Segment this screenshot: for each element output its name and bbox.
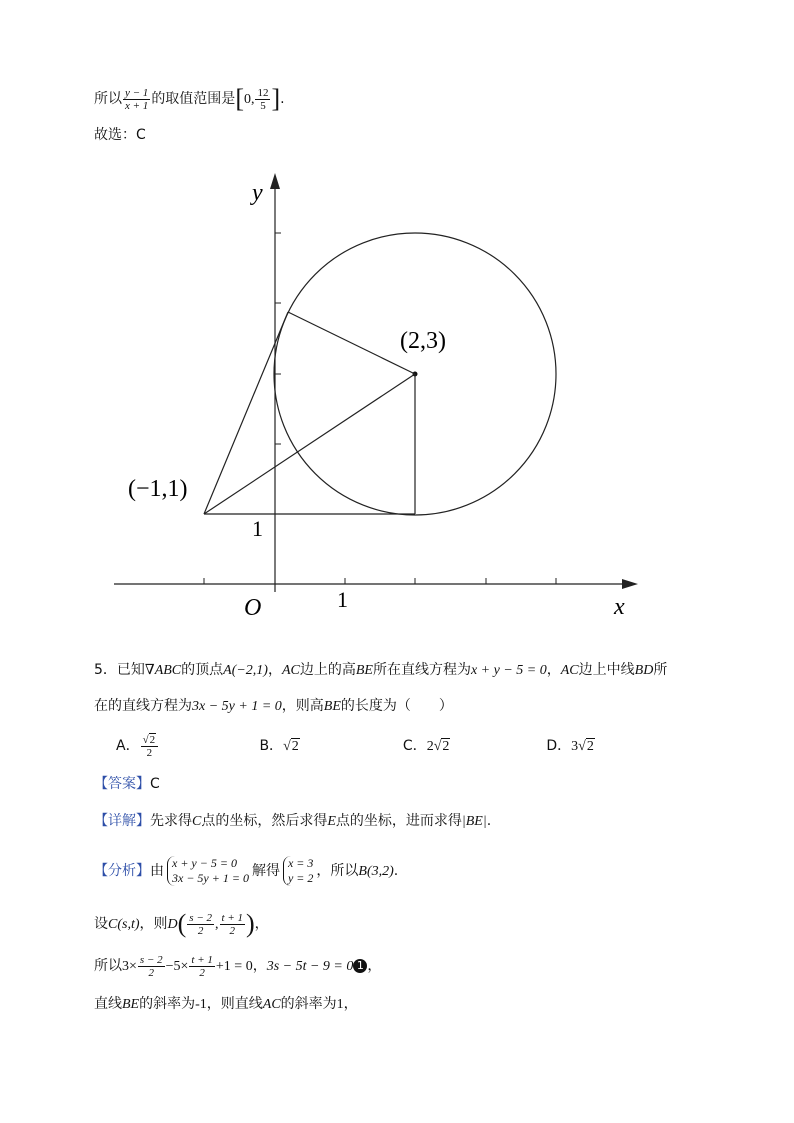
x-tick-label-1: 1 — [337, 587, 348, 612]
analysis-line: 【分析】由 x + y − 5 = 0 3x − 5y + 1 = 0 解得 x = 3 y = 2 ，所以B(3,2). — [94, 856, 399, 885]
y-tick-label-1: 1 — [252, 516, 263, 541]
question-5-line-1: 5．已知∇ABC的顶点A(−2,1)，AC边上的高BE所在直线方程为x + y − 5 = 0，AC边上中线BD所 — [94, 662, 668, 678]
line-to-center — [204, 374, 415, 514]
analysis-tag: 【分析】 — [94, 863, 150, 879]
detail-line: 【详解】先求得C点的坐标，然后求得E点的坐标，进而求得|BE|. — [94, 813, 492, 829]
options-row — [116, 732, 685, 761]
circled-number-1: 1 — [353, 959, 367, 973]
detail-tag: 【详解】 — [94, 813, 150, 829]
step-2-line: 所以3× $\frac{s - 2}{2}$ −5× $\frac{t + 1}{2}$ +1 = 0，3s − 5t − 9 = 0 1 ， — [94, 953, 382, 979]
y-axis-ticks — [275, 233, 281, 514]
x-axis — [114, 579, 638, 589]
y-axis-label: y — [252, 180, 263, 206]
option-c[interactable]: C．2√2 — [402, 738, 450, 754]
question-5-line-2: 在的直线方程为3x − 5y + 1 = 0，则高BE的长度为（ ） — [94, 698, 453, 714]
step-3-line: 直线BE的斜率为-1，则直线AC的斜率为1， — [94, 996, 358, 1012]
option-b[interactable]: B．√2 — [259, 738, 299, 754]
center-coordinate-label: (2,3) — [400, 328, 446, 354]
origin-label: O — [244, 595, 262, 621]
upper-bound-fraction: $\frac{12}{5}$ — [257, 86, 269, 112]
x-axis-label: x — [614, 594, 625, 620]
y-axis — [270, 173, 280, 592]
point-coordinate-label: (−1,1) — [128, 476, 188, 502]
x-axis-ticks — [204, 578, 556, 584]
choice-line: 故选：C — [94, 127, 146, 143]
coordinate-figure — [0, 160, 794, 630]
answer-tag: 【答案】 — [94, 776, 150, 792]
system-of-equations: x + y − 5 = 0 3x − 5y + 1 = 0 — [167, 856, 249, 886]
answer-line: 【答案】C — [94, 776, 160, 792]
option-a[interactable]: A． $\frac{√2}{2}$ — [116, 732, 255, 760]
range-conclusion-line: 所以 $\frac{y - 1}{x + 1}$ 的取值范围是[0, $\frac{12}{5}$ ]. — [94, 84, 285, 113]
option-d[interactable]: D．3√2 — [546, 738, 594, 754]
radius-to-tangent-point — [288, 312, 415, 374]
step-1-line: 设C(s,t)，则D( $\frac{s - 2}{2}$ , $\frac{t + 1}{2}$ )， — [94, 909, 269, 938]
solution-system: x = 3 y = 2 — [283, 856, 313, 886]
ratio-fraction: $\frac{y - 1}{x + 1}$ — [125, 86, 149, 112]
